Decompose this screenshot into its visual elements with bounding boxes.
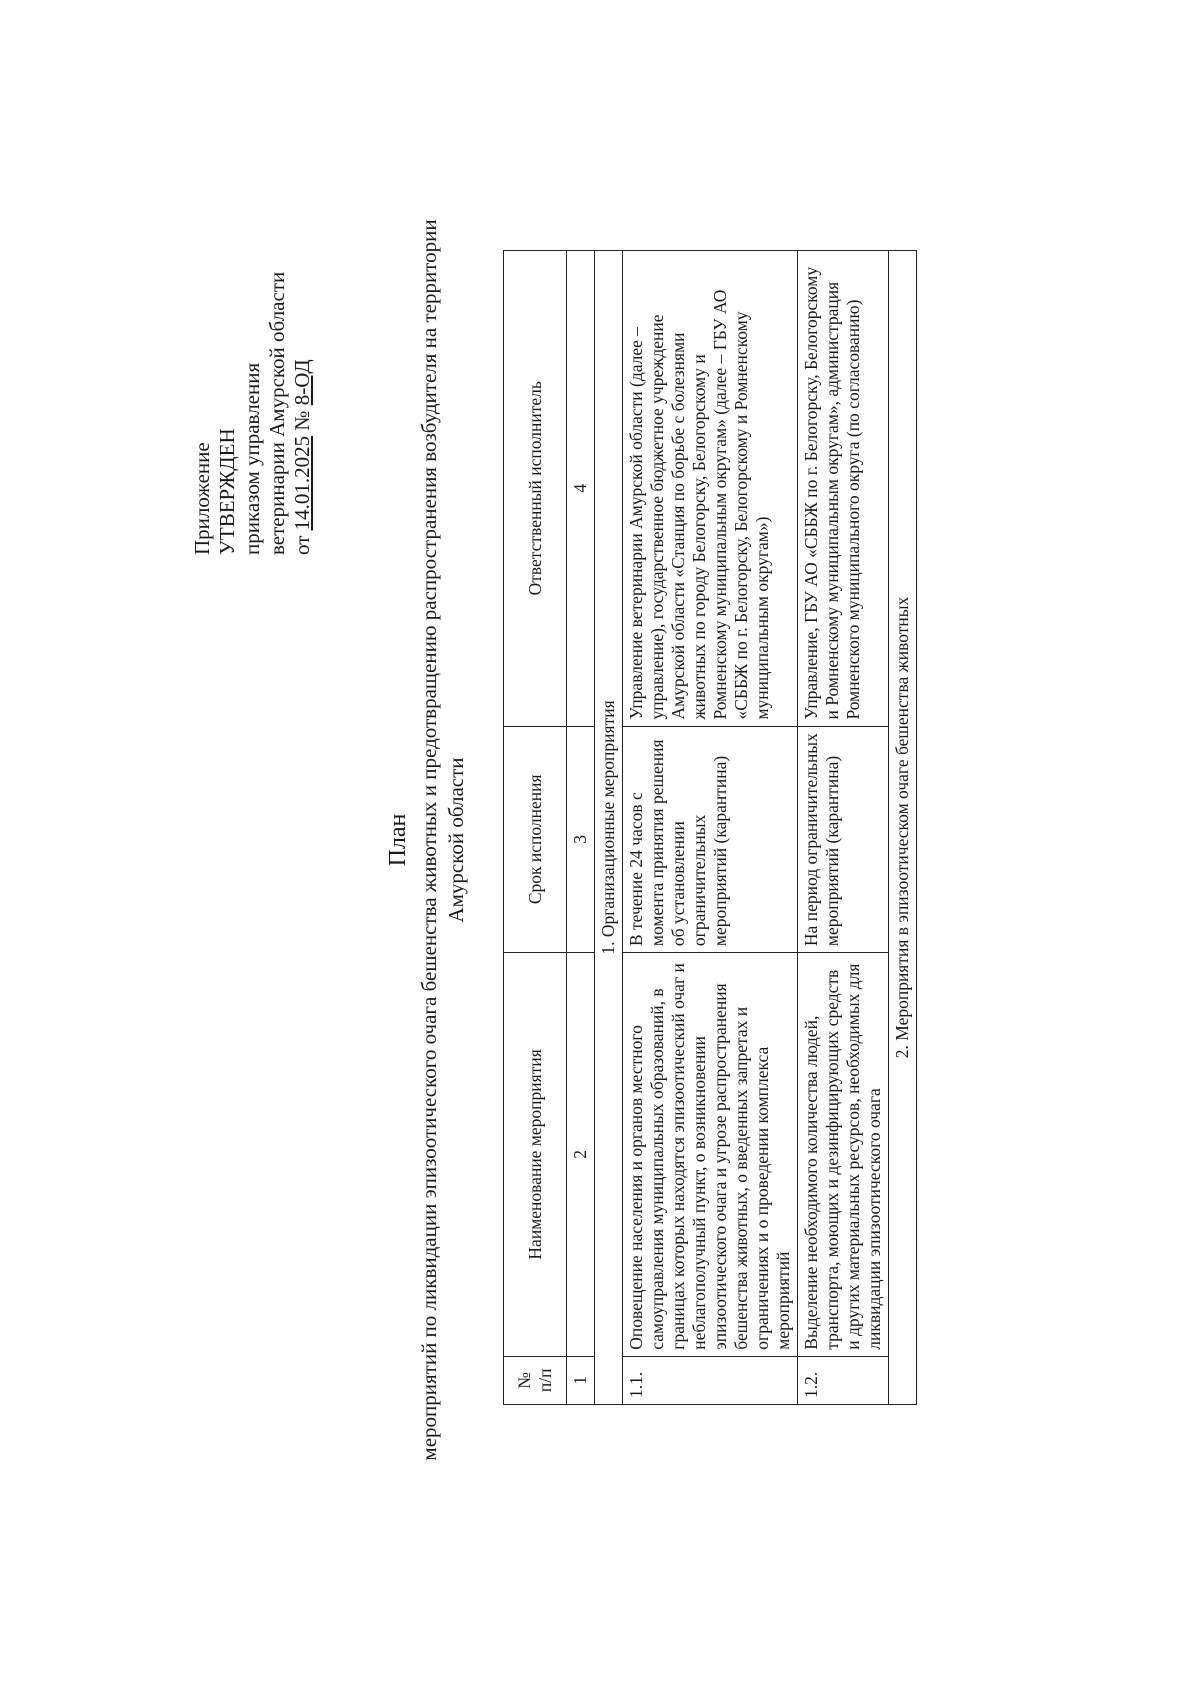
row-responsible: Управление, ГБУ АО «СББЖ по г. Белогорску, Белогорскому и Ромненскому муниципальным округам», администрация Ромненского муниципального округа (по согласованию) (798, 251, 889, 727)
title-main: План (385, 813, 411, 867)
section-row (889, 251, 917, 1405)
row-number: 1.1. (623, 1356, 798, 1404)
document-page (20, 60, 1130, 1620)
header-name: Наименование мероприятия (504, 953, 567, 1357)
column-number: 2 (567, 953, 595, 1357)
title-subtitle: мероприятий по ликвидации эпизоотического очага бешенства животных и предотвращению распространения возбудителя на территории Амурской области (417, 219, 468, 1461)
column-number: 1 (567, 1356, 595, 1404)
column-number: 4 (567, 251, 595, 727)
section-row (595, 251, 623, 1405)
header-term: Срок исполнения (504, 726, 567, 953)
row-number: 1.2. (798, 1356, 889, 1404)
column-number-row (567, 251, 595, 1405)
appendix-label: Приложение (190, 442, 214, 555)
order-label: приказом управления (240, 362, 264, 555)
plan-table (503, 250, 917, 1405)
column-number: 3 (567, 726, 595, 953)
row-activity: Выделение необходимого количества людей, транспорта, моющих и дезинфицирующих средств и других материальных ресурсов, необходимых для ликвидации эпизоотического очага (798, 953, 889, 1357)
approved-label: УТВЕРЖДЕН (215, 428, 239, 555)
order-date-line: от 14.01.2025 № 8-ОД (290, 359, 314, 555)
header-num: № п/п (504, 1356, 567, 1404)
section-title: 2. Мероприятия в эпизоотическом очаге бешенства животных (889, 251, 917, 1405)
document-title (385, 60, 470, 1620)
section-title: 1. Организационные мероприятия (595, 251, 623, 1405)
table-header-row (504, 251, 567, 1405)
approval-stamp (190, 272, 315, 555)
order-number: 8-ОД (290, 359, 314, 406)
table-row (623, 251, 798, 1405)
row-responsible: Управление ветеринарии Амурской области (далее – управление), государственное бюджетное учреждение Амурской области «Станция по борьбе с болезнями животных по городу Белогорску, Белогорскому и Ромненскому муниципальным округам» (далее – ГБУ АО «СББЖ по г. Белогорску, Белогорскому и Ромненскому муниципальным округам») (623, 251, 798, 727)
row-term: На период ограничительных мероприятий (карантина) (798, 726, 889, 953)
order-date: 14.01.2025 (290, 435, 314, 531)
header-responsible: Ответственный исполнитель (504, 251, 567, 727)
authority-label: ветеринарии Амурской области (265, 271, 289, 555)
table-row (798, 251, 889, 1405)
row-activity: Оповещение населения и органов местного самоуправления муниципальных образований, в границах которых находятся эпизоотический очаг и неблагополучный пункт, о возникновении эпизоотического очага и угрозе распространения бешенства животных, о введенных запретах и ограничениях и о проведении комплекса мероприятий (623, 953, 798, 1357)
row-term: В течение 24 часов с момента принятия решения об установлении ограничительных мероприятий (карантина) (623, 726, 798, 953)
